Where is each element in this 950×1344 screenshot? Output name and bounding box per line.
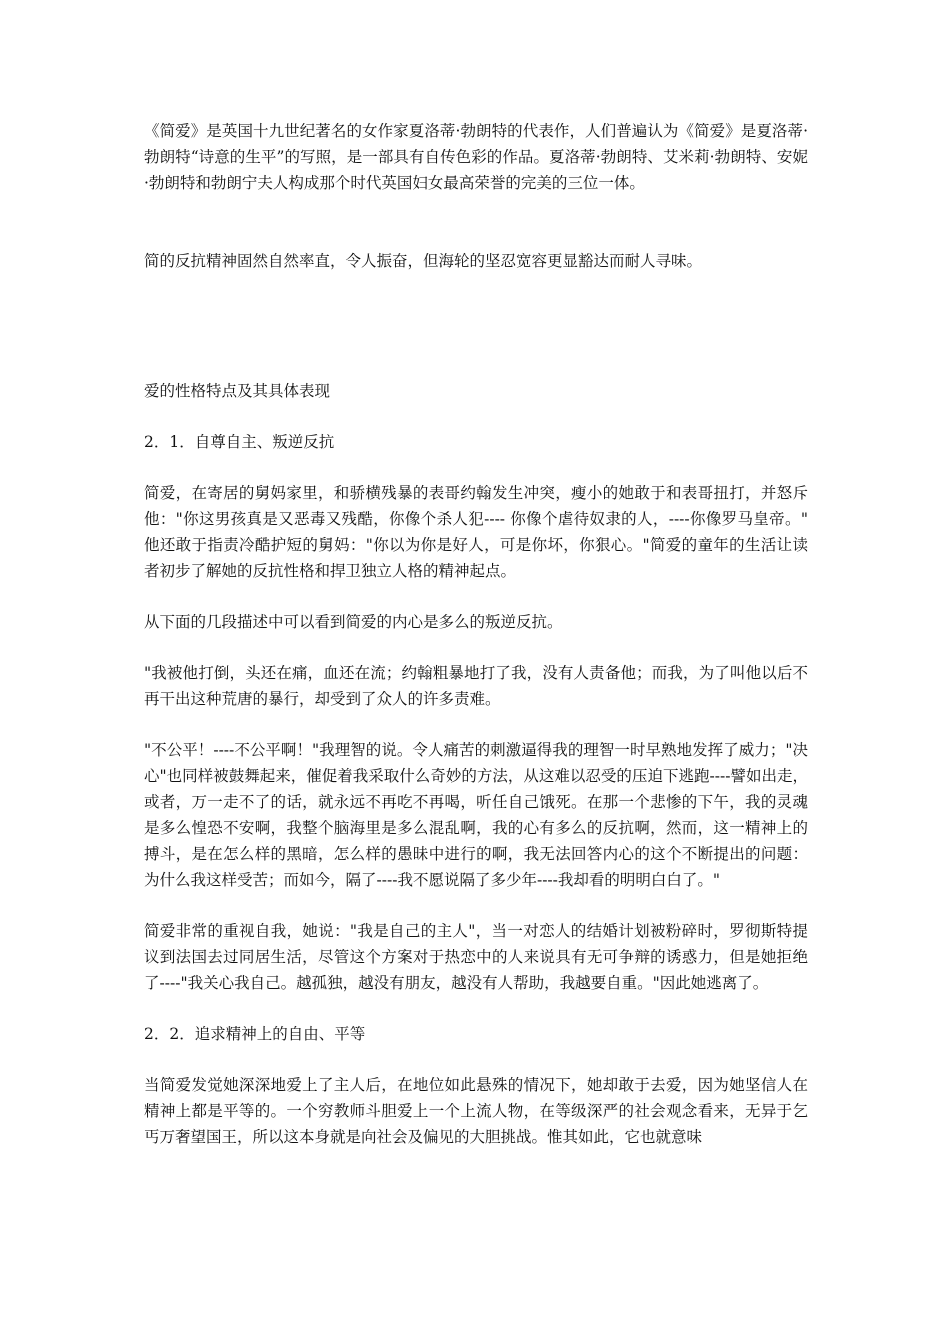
intro-paragraph: 《简爱》是英国十九世纪著名的女作家夏洛蒂·勃朗特的代表作，人们普遍认为《简爱》是夏洛蒂·勃朗特“诗意的生平”的写照，是一部具有自传色彩的作品。夏洛蒂·勃朗特、艾米莉·勃朗特、安妮·勃朗特和勃朗宁夫人构成那个时代英国妇女最高荣誉的完美的三位一体。 [144,122,808,192]
rebellion-intro-paragraph: 从下面的几段描述中可以看到简爱的内心是多么的叛逆反抗。 [144,613,563,631]
subsection-heading-2-2: 2．2．追求精神上的自由、平等 [144,1025,366,1043]
section-heading: 爱的性格特点及其具体表现 [144,382,331,400]
equality-paragraph: 当简爱发觉她深深地爱上了主人后，在地位如此悬殊的情况下，她却敢于去爱，因为她坚信人在精神上都是平等的。一个穷教师斗胆爱上一个上流人物，在等级深严的社会观念看来，无异于乞丐万奢望国王，所以这本身就是向社会及偏见的大胆挑战。惟其如此，它也就意味 [144,1076,808,1146]
self-respect-paragraph: 简爱非常的重视自我，她说："我是自己的主人"，当一对恋人的结婚计划被粉碎时，罗彻斯特提议到法国去过同居生活，尽管这个方案对于热恋中的人来说具有无可争辩的诱惑力，但是她拒绝了----"我关心我自己。越孤独，越没有朋友，越没有人帮助，我越要自重。"因此她逃离了。 [144,922,808,992]
subsection-heading-2-1: 2．1．自尊自主、叛逆反抗 [144,433,335,451]
childhood-paragraph: 简爱，在寄居的舅妈家里，和骄横残暴的表哥约翰发生冲突，瘦小的她敢于和表哥扭打，并怒斥他："你这男孩真是又恶毒又残酷，你像个杀人犯---- 你像个虐待奴隶的人，----你像罗马皇帝。" 他还敢于指责冷酷护短的舅妈："你以为你是好人，可是你坏，你狠心。"简爱的童年的生活让读者初步了解她的反抗性格和捍卫独立人格的精神起点。 [144,484,808,580]
quote-paragraph-1: "我被他打倒，头还在痛，血还在流；约翰粗暴地打了我，没有人责备他；而我，为了叫他以后不再干出这种荒唐的暴行，却受到了众人的许多责难。 [144,664,808,708]
document-page [144,118,808,1150]
resistance-summary-paragraph: 简的反抗精神固然自然率直，令人振奋，但海轮的坚忍宽容更显豁达而耐人寻味。 [144,252,703,270]
quote-paragraph-2: "不公平！----不公平啊！"我理智的说。令人痛苦的刺激逼得我的理智一时早熟地发挥了威力；"决心"也同样被鼓舞起来，催促着我采取什么奇妙的方法，从这难以忍受的压迫下逃跑----譬如出走，或者，万一走不了的话，就永远不再吃不再喝，听任自己饿死。在那一个悲惨的下午，我的灵魂是多么惶恐不安啊，我整个脑海里是多么混乱啊，我的心有多么的反抗啊，然而，这一精神上的搏斗，是在怎么样的黑暗，怎么样的愚昧中进行的啊，我无法回答内心的这个不断提出的问题：为什么我这样受苦；而如今，隔了----我不愿说隔了多少年----我却看的明明白白了。" [144,741,808,889]
